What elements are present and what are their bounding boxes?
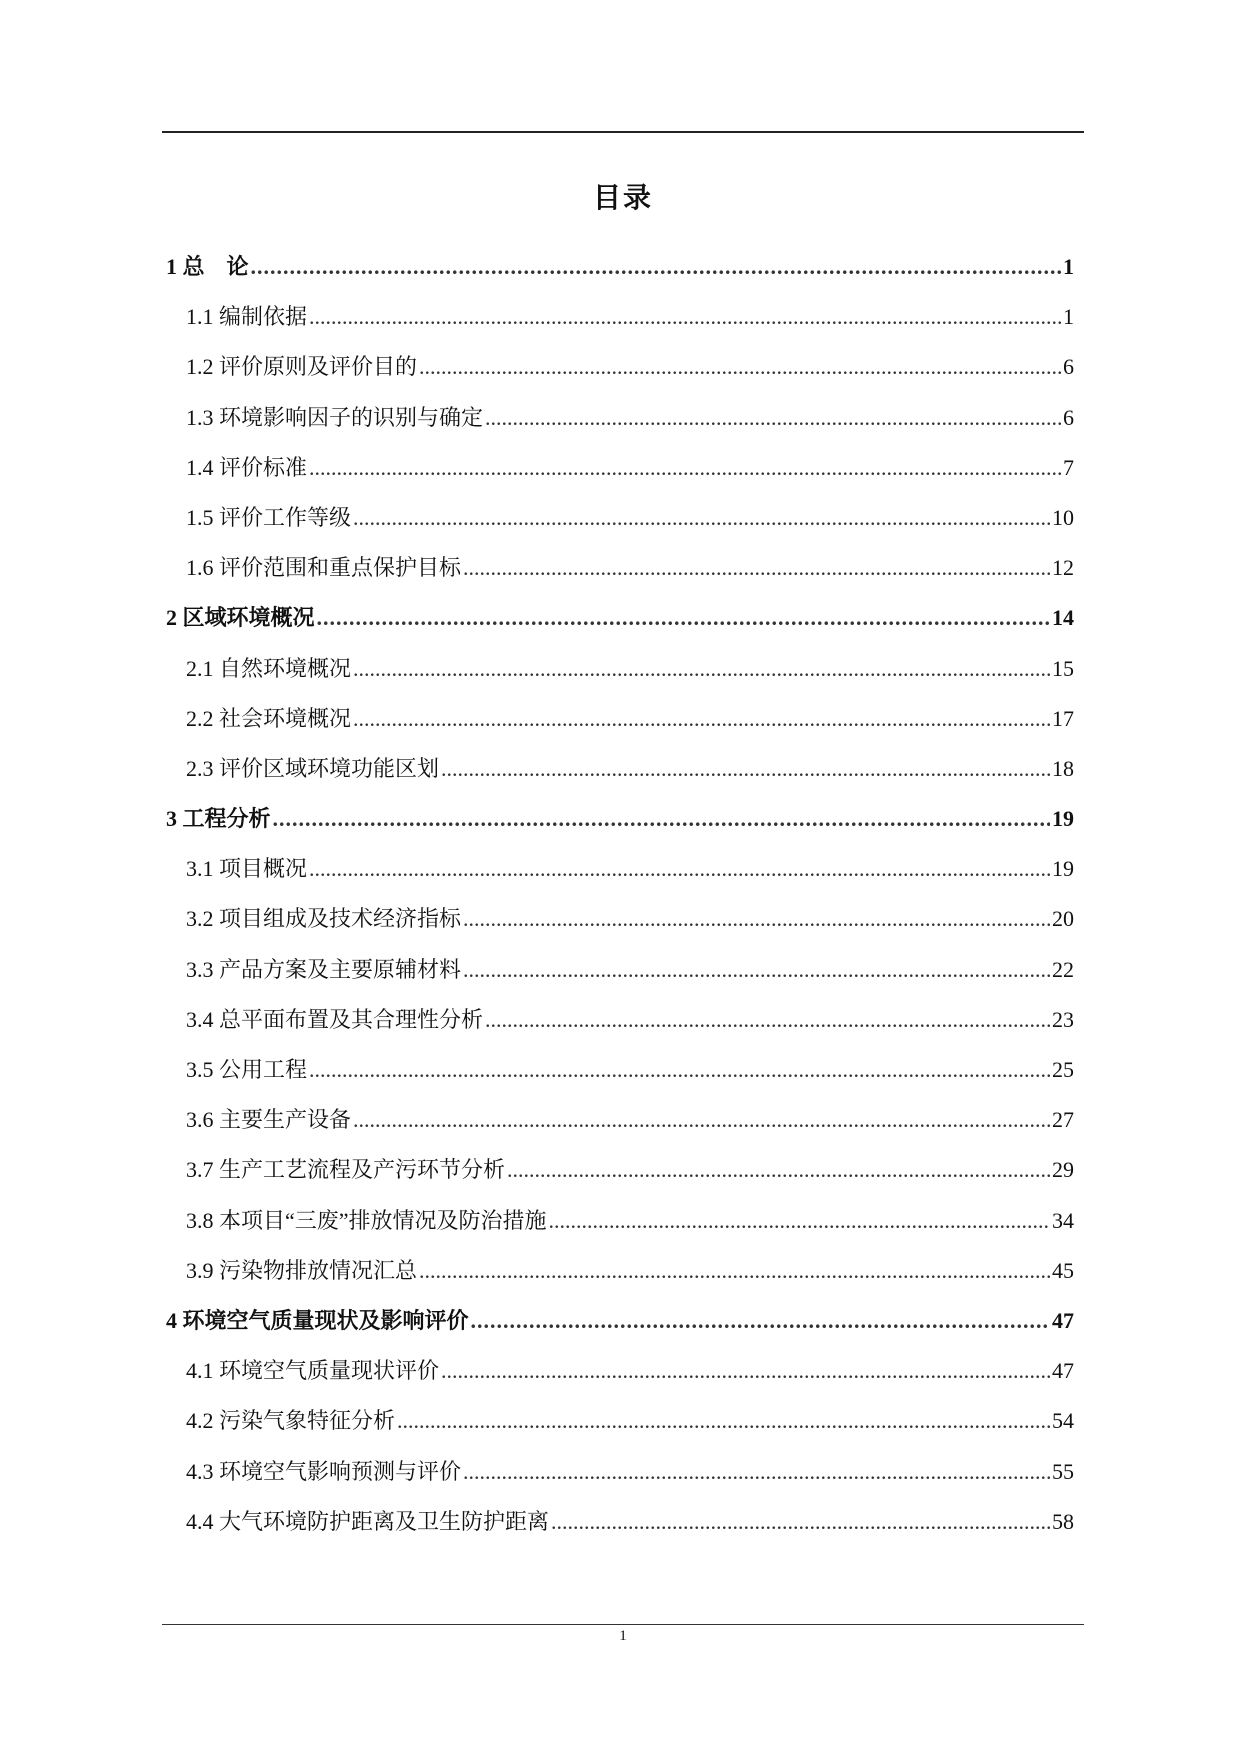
toc-entry-label: 1.5 评价工作等级 <box>186 504 352 530</box>
toc-dot-leader <box>353 1107 1050 1133</box>
toc-entry-page: 19 <box>1052 856 1074 882</box>
toc-dot-leader <box>309 1057 1050 1083</box>
toc-entry-label: 1.2 评价原则及评价目的 <box>186 354 418 380</box>
toc-dot-leader <box>353 656 1050 682</box>
toc-entry-page: 7 <box>1063 454 1074 480</box>
toc-dot-leader <box>507 1157 1050 1183</box>
toc-entry-label: 3 工程分析 <box>166 806 271 832</box>
toc-entry-label: 1.3 环境影响因子的识别与确定 <box>186 404 484 430</box>
toc-chapter-entry[interactable] <box>162 250 1074 300</box>
toc-section-entry[interactable] <box>162 350 1074 400</box>
page-number: 1 <box>619 1628 627 1644</box>
toc-section-entry[interactable] <box>162 752 1074 802</box>
toc-entry-page: 22 <box>1052 956 1074 982</box>
toc-section-entry[interactable] <box>162 1204 1074 1254</box>
toc-entry-label: 1 总 论 <box>166 254 249 279</box>
toc-entry-page: 1 <box>1063 304 1074 330</box>
toc-section-entry[interactable] <box>162 953 1074 1003</box>
toc-section-entry[interactable] <box>162 1053 1074 1103</box>
toc-dot-leader <box>309 304 1061 330</box>
toc-entry-page: 47 <box>1052 1358 1074 1384</box>
toc-dot-leader <box>441 1358 1050 1384</box>
toc-dot-leader <box>309 856 1050 882</box>
page-title: 目录 <box>592 183 653 214</box>
toc-entry-page: 25 <box>1052 1057 1074 1082</box>
toc-entry-label: 4 环境空气质量现状及影响评价 <box>166 1307 469 1333</box>
toc-entry-page: 18 <box>1052 755 1074 781</box>
toc-entry-label: 4.2 污染气象特征分析 <box>186 1408 396 1434</box>
toc-entry-page: 34 <box>1052 1207 1074 1233</box>
toc-entry-label: 2.2 社会环境概况 <box>186 705 352 731</box>
toc-dot-leader <box>419 1258 1050 1284</box>
toc-entry-label: 3.5 公用工程 <box>186 1057 308 1082</box>
toc-entry-page: 6 <box>1063 404 1074 430</box>
toc-dot-leader <box>353 505 1050 531</box>
toc-dot-leader <box>397 1408 1050 1434</box>
toc-entry-page: 12 <box>1052 555 1074 581</box>
toc-entry-page: 23 <box>1052 1006 1074 1032</box>
toc-entry-page: 45 <box>1052 1257 1074 1283</box>
toc-section-entry[interactable] <box>162 1354 1074 1404</box>
toc-entry-page: 6 <box>1063 354 1074 380</box>
toc-section-entry[interactable] <box>162 1153 1074 1203</box>
toc-dot-leader <box>317 605 1050 631</box>
toc-chapter-entry[interactable] <box>162 802 1074 852</box>
toc-dot-leader <box>251 254 1061 280</box>
header-rule <box>162 131 1084 133</box>
toc-section-entry[interactable] <box>162 551 1074 601</box>
toc-entry-label: 3.7 生产工艺流程及产污环节分析 <box>186 1157 506 1183</box>
toc-entry-label: 1.1 编制依据 <box>186 304 308 330</box>
toc-section-entry[interactable] <box>162 1505 1074 1555</box>
toc-entry-page: 10 <box>1052 504 1074 530</box>
toc-section-entry[interactable] <box>162 401 1074 451</box>
toc-dot-leader <box>441 756 1050 782</box>
toc-entry-page: 15 <box>1052 655 1074 681</box>
toc-section-entry[interactable] <box>162 902 1074 952</box>
toc-chapter-entry[interactable] <box>162 1304 1074 1354</box>
toc-entry-label: 3.9 污染物排放情况汇总 <box>186 1257 418 1283</box>
toc-dot-leader <box>463 555 1050 581</box>
toc-entry-label: 2.3 评价区域环境功能区划 <box>186 755 440 781</box>
toc-section-entry[interactable] <box>162 300 1074 350</box>
toc-entry-page: 20 <box>1052 906 1074 932</box>
toc-entry-label: 3.8 本项目“三废”排放情况及防治措施 <box>186 1207 547 1233</box>
toc-entry-label: 3.3 产品方案及主要原辅材料 <box>186 956 462 982</box>
toc-entry-page: 55 <box>1052 1458 1074 1484</box>
toc-entry-page: 58 <box>1052 1508 1074 1534</box>
toc-entry-label: 3.1 项目概况 <box>186 856 308 882</box>
toc-dot-leader <box>485 1007 1050 1033</box>
toc-dot-leader <box>419 354 1061 380</box>
toc-section-entry[interactable] <box>162 451 1074 501</box>
toc-dot-leader <box>353 706 1050 732</box>
toc-entry-label: 4.4 大气环境防护距离及卫生防护距离 <box>186 1508 550 1534</box>
toc-entry-page: 17 <box>1052 705 1074 731</box>
toc-section-entry[interactable] <box>162 1404 1074 1454</box>
toc-section-entry[interactable] <box>162 1455 1074 1505</box>
toc-section-entry[interactable] <box>162 1254 1074 1304</box>
toc-section-entry[interactable] <box>162 501 1074 551</box>
toc-section-entry[interactable] <box>162 702 1074 752</box>
toc-chapter-entry[interactable] <box>162 601 1074 651</box>
toc-dot-leader <box>551 1509 1050 1535</box>
table-of-contents <box>162 250 1074 1555</box>
toc-entry-label: 3.6 主要生产设备 <box>186 1107 352 1133</box>
toc-entry-page: 29 <box>1052 1157 1074 1183</box>
toc-dot-leader <box>309 455 1061 481</box>
toc-dot-leader <box>471 1308 1050 1334</box>
toc-entry-label: 3.4 总平面布置及其合理性分析 <box>186 1006 484 1032</box>
toc-entry-label: 2.1 自然环境概况 <box>186 655 352 681</box>
toc-entry-label: 4.3 环境空气影响预测与评价 <box>186 1458 462 1484</box>
toc-entry-label: 1.4 评价标准 <box>186 454 308 480</box>
toc-entry-label: 2 区域环境概况 <box>166 605 315 631</box>
toc-section-entry[interactable] <box>162 652 1074 702</box>
toc-dot-leader <box>463 957 1050 983</box>
toc-entry-label: 4.1 环境空气质量现状评价 <box>186 1358 440 1384</box>
toc-entry-page: 19 <box>1052 806 1074 832</box>
toc-entry-page: 27 <box>1052 1107 1074 1133</box>
toc-entry-page: 14 <box>1052 605 1074 631</box>
toc-section-entry[interactable] <box>162 852 1074 902</box>
toc-dot-leader <box>463 906 1050 932</box>
toc-entry-page: 54 <box>1052 1408 1074 1434</box>
toc-entry-label: 3.2 项目组成及技术经济指标 <box>186 906 462 932</box>
toc-entry-page: 1 <box>1063 254 1074 279</box>
toc-entry-label: 1.6 评价范围和重点保护目标 <box>186 555 462 581</box>
toc-entry-page: 47 <box>1052 1307 1074 1333</box>
toc-dot-leader <box>463 1459 1050 1485</box>
toc-section-entry[interactable] <box>162 1103 1074 1153</box>
toc-section-entry[interactable] <box>162 1003 1074 1053</box>
footer-rule <box>162 1624 1084 1625</box>
toc-dot-leader <box>485 405 1061 431</box>
toc-dot-leader <box>549 1208 1050 1234</box>
toc-dot-leader <box>273 806 1050 832</box>
